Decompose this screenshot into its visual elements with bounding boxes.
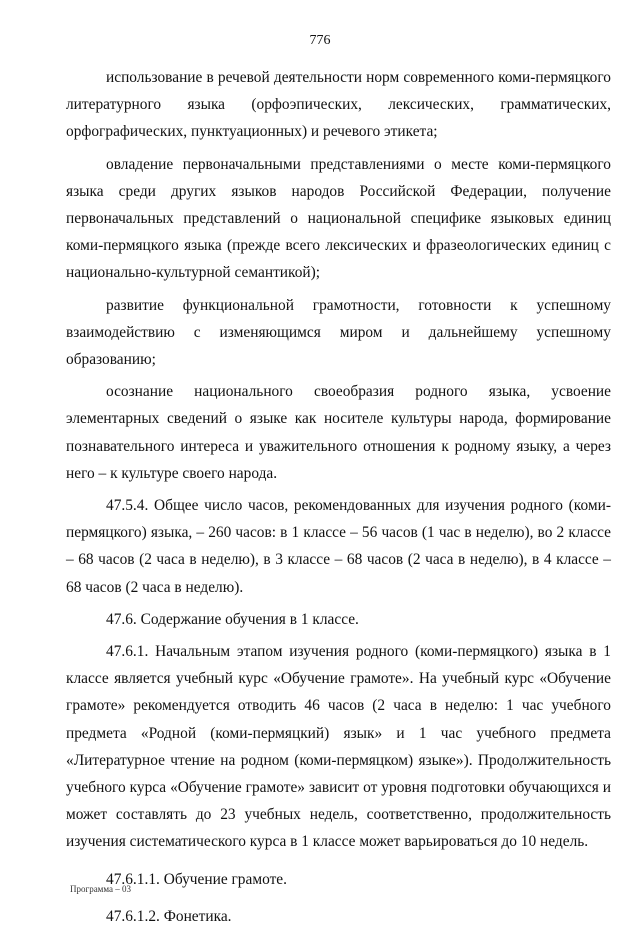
paragraph-section-hours: 47.5.4. Общее число часов, рекомендованных для изучения родного (коми-пермяцкого) языка, – 260 часов: в 1 классе – 56 часов (1 час в неделю), во 2 классе – 68 часов (2 часа в неделю), в 3 классе – 68 часов (2 часа в неделю), в 4 классе – 68 часов (2 часа в неделю). bbox=[66, 497, 611, 596]
subsection-heading: 47.6.1.2. Фонетика. bbox=[106, 907, 232, 925]
page-number: 776 bbox=[309, 33, 331, 48]
paragraph: развитие функциональной грамотности, готовности к успешному взаимодействию с изменяющимся миром и дальнейшему успешному образованию; bbox=[66, 296, 611, 369]
document-body bbox=[66, 64, 611, 930]
section-heading: 47.6. Содержание обучения в 1 классе. bbox=[106, 610, 359, 628]
paragraph: осознание национального своеобразия родного языка, усвоение элементарных сведений о языке как носителе культуры народа, формирование познавательного интереса и уважительного отношения к родному языку, а через него – к культуре своего народа. bbox=[66, 383, 611, 482]
paragraph: овладение первоначальными представлениями о месте коми-пермяцкого языка среди других языков народов Российской Федерации, получение первоначальных представлений о национальной специфике языковых единиц коми-пермяцкого языка (прежде всего лексических и фразеологических единиц с национально-культурной семантикой); bbox=[66, 155, 611, 282]
subsection-heading: 47.6.1.1. Обучение грамоте. bbox=[106, 870, 287, 888]
paragraph: использование в речевой деятельности норм современного коми-пермяцкого литературного языка (орфоэпических, лексических, грамматических, орфографических, пунктуационных) и речевого этикета; bbox=[66, 69, 611, 141]
footer-label: Программа – 03 bbox=[70, 884, 132, 894]
paragraph-section-literacy: 47.6.1. Начальным этапом изучения родного (коми-пермяцкого) языка в 1 классе является учебный курс «Обучение грамоте». На учебный курс «Обучение грамоте» рекомендуется отводить 46 часов (2 часа в неделю: 1 час учебного предмета «Родной (коми-пермяцкий) язык» и 1 час учебного предмета «Литературное чтение на родном (коми-пермяцком) языке»). Продолжительность учебного курса «Обучение грамоте» зависит от уровня подготовки обучающихся и может составлять до 23 учебных недель, соответственно, продолжительность изучения систематического курса в 1 классе может варьироваться до 10 недель. bbox=[66, 643, 611, 851]
